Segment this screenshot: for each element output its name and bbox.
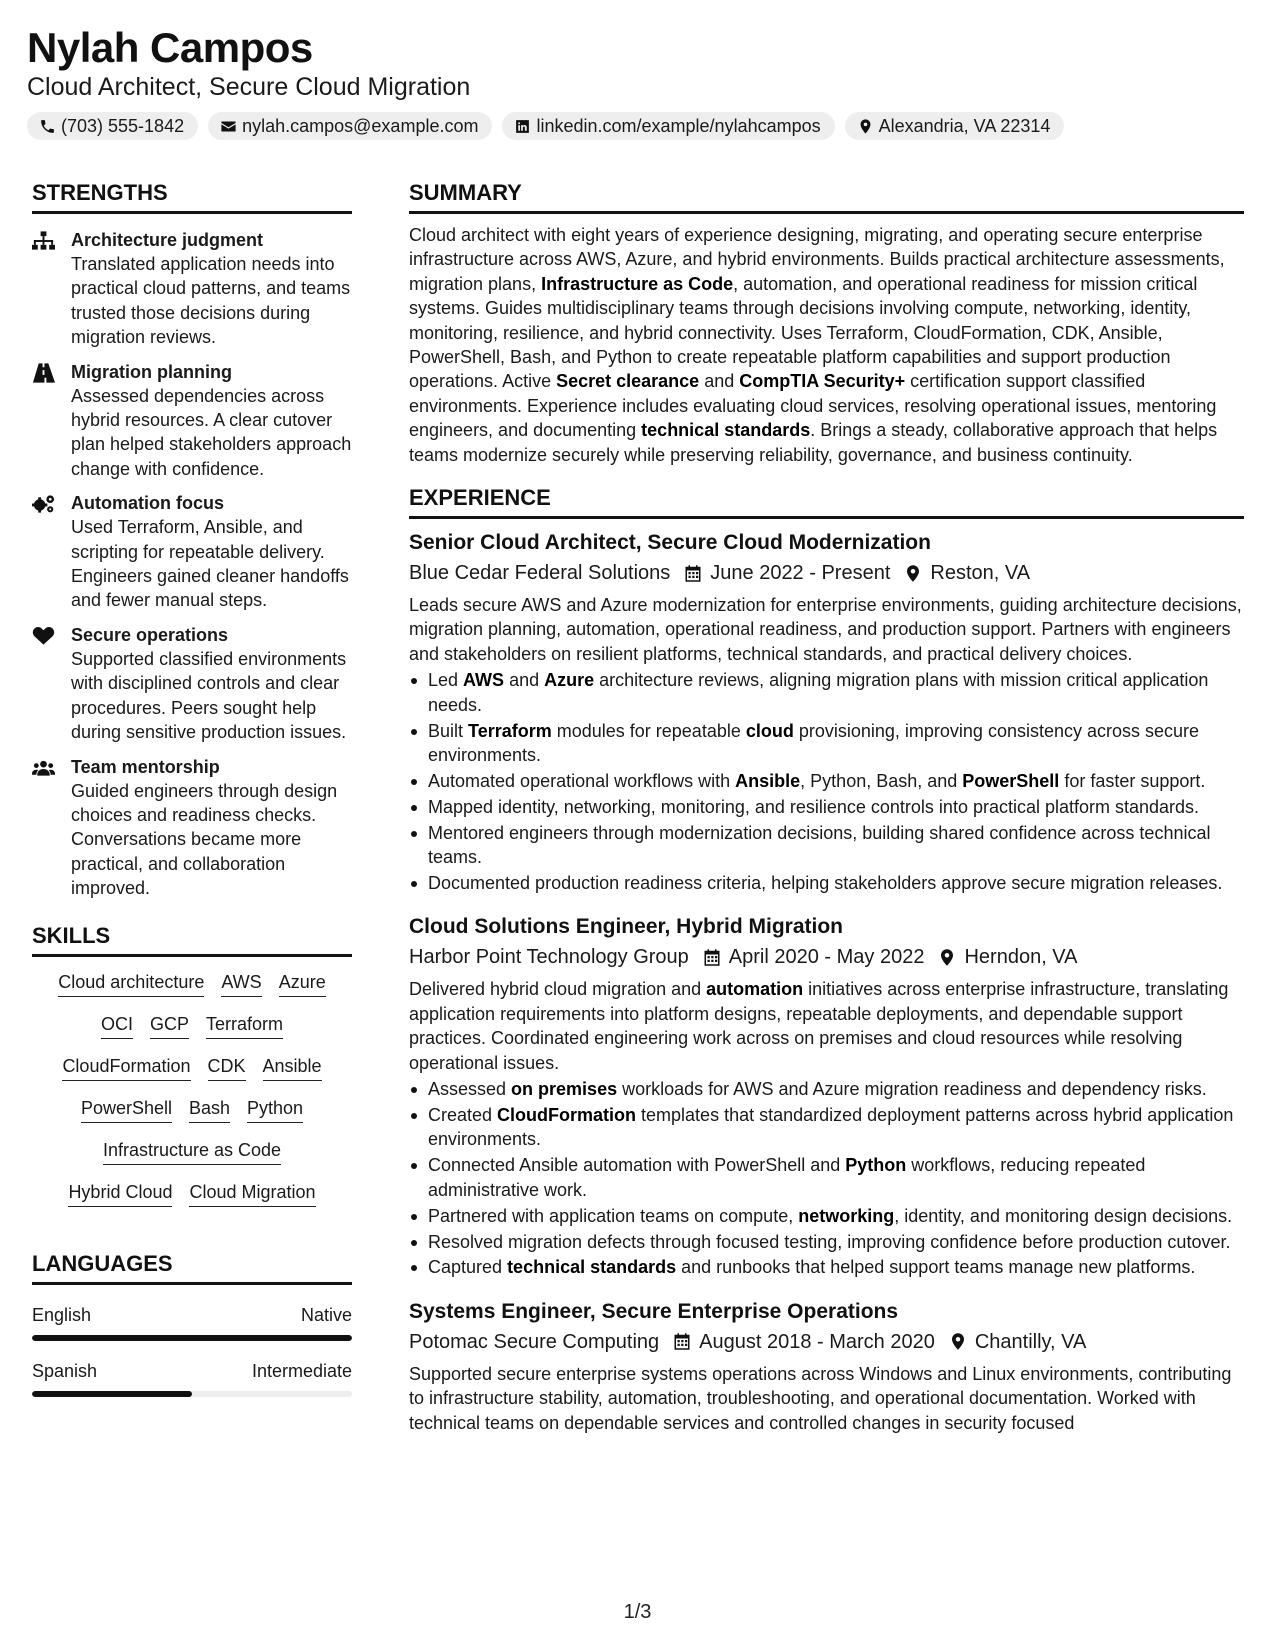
language-name: English <box>32 1304 92 1325</box>
job-dates: April 2020 - May 2022 <box>728 946 925 969</box>
strength-item <box>32 360 352 482</box>
page-number: 1/3 <box>623 1601 652 1623</box>
strength-desc: Assessed dependencies across hybrid resources. A clear cutover plan helped stakeholders approach change with confidence. <box>71 385 352 479</box>
language-proficiency-bar <box>32 1391 352 1397</box>
strengths-heading: STRENGTHS <box>32 178 352 214</box>
job-description-text: Supported secure enterprise systems operations across Windows and Linux environments, contributing to infrastructure stability, automation, troubleshooting, and operational documentation. Worked with technical teams on dependable services and controlled changes in security focused <box>409 1363 1232 1433</box>
job-bullet-text: Mentored engineers through modernization decisions, building shared confidence across technical teams. <box>428 822 1211 868</box>
job-bullet <box>409 1230 1244 1254</box>
skill-tag: Cloud architecture <box>58 969 204 997</box>
strength-desc: Used Terraform, Ansible, and scripting for repeatable delivery. Engineers gained cleaner handoffs and fewer manual steps. <box>71 517 349 611</box>
job-entry <box>409 913 1244 1279</box>
job-bullets <box>409 1077 1244 1280</box>
job-entry <box>409 529 1244 895</box>
job-bullet-text: Created <box>428 1104 498 1125</box>
job-bullet-text: Connected Ansible automation with PowerShell and <box>428 1155 846 1176</box>
job-bullets <box>409 668 1244 895</box>
job-company: Blue Cedar Federal Solutions <box>409 562 671 585</box>
cogs-icon <box>32 494 55 514</box>
skill-tag: Hybrid Cloud <box>68 1179 172 1207</box>
job-meta <box>409 1328 1244 1356</box>
experience-section <box>409 483 1244 1435</box>
languages-heading: LANGUAGES <box>32 1249 352 1285</box>
summary-text: , automation, and operational readiness for mission critical systems. Guides multidisciplinary teams through decisions involving compute, networking, identity, monitoring, resilience, and hybrid connectivity. Uses Terraform, CloudFormation, CDK, Ansible, PowerShell, Bash, and Python to create repeatable platform capabilities and support production operations. Active <box>409 273 1198 392</box>
job-bullet-text: Captured <box>428 1257 508 1278</box>
job-bullet-text: Built <box>428 720 469 741</box>
summary-text: certification support classified environments. Experience includes evaluating cloud services, resolving operational issues, mentoring engineers, and documenting <box>409 371 1217 441</box>
contact-linkedin-text: linkedin.com/example/nylahcampos <box>536 115 821 136</box>
skills-row <box>40 1137 344 1165</box>
contact-location-text: Alexandria, VA 22314 <box>878 115 1051 136</box>
strength-desc: Supported classified environments with disciplined controls and clear procedures. Peers sought help during sensitive production issues. <box>71 648 347 743</box>
strength-title: Team mentorship <box>71 756 220 777</box>
languages-list <box>32 1303 352 1397</box>
skills-row <box>40 1053 344 1081</box>
job-title: Systems Engineer, Secure Enterprise Operations <box>409 1299 899 1323</box>
job-entry <box>409 1298 1244 1435</box>
job-bullet-emphasis: on premises <box>511 1079 618 1100</box>
job-bullet-text: workflows, reducing repeated administrative work. <box>428 1155 1146 1200</box>
strength-item <box>32 491 352 613</box>
location-pin-icon <box>904 564 922 583</box>
job-bullet-emphasis: Azure <box>544 670 595 691</box>
job-description-text: Leads secure AWS and Azure modernization for enterprise environments, guiding architecture decisions, migration planning, automation, operational readiness, and production support. Partners with engineers and stakeholders on resilient platforms, technical standards, and practical delivery choices. <box>409 595 1242 664</box>
job-description <box>409 1362 1244 1435</box>
skills-heading: SKILLS <box>32 921 352 957</box>
skills-list <box>32 957 352 1207</box>
language-level: Intermediate <box>251 1360 352 1381</box>
job-company: Potomac Secure Computing <box>409 1330 660 1353</box>
job-bullet-emphasis: networking <box>798 1205 895 1226</box>
contact-email[interactable] <box>208 112 492 140</box>
summary-emphasis: Secret clearance <box>556 371 700 392</box>
strength-desc: Guided engineers through design choices and readiness checks. Conversations became more practical, and collaboration improved. <box>71 780 338 899</box>
skill-tag: GCP <box>150 1011 189 1039</box>
skills-row <box>40 1095 344 1123</box>
contact-location <box>845 112 1065 140</box>
job-bullet <box>409 719 1244 768</box>
job-bullet <box>409 1077 1244 1101</box>
job-company: Harbor Point Technology Group <box>409 946 689 969</box>
strengths-section <box>32 178 352 901</box>
skill-tag: PowerShell <box>81 1095 172 1123</box>
skill-tag: Bash <box>189 1095 230 1123</box>
experience-heading: EXPERIENCE <box>409 483 1244 519</box>
job-bullet-text: Assessed <box>428 1079 512 1100</box>
right-column <box>409 178 1244 1435</box>
job-bullet-text: Partnered with application teams on compute, <box>428 1205 799 1226</box>
skill-tag: AWS <box>221 969 261 997</box>
job-bullet-text: architecture reviews, aligning migration plans with mission critical application needs. <box>428 670 1209 715</box>
contact-phone[interactable] <box>27 112 198 140</box>
job-bullet <box>409 1103 1244 1152</box>
summary-text: . Brings a steady, collaborative approach that helps teams modernize securely while preserving reliability, governance, and business continuity. <box>409 420 1218 465</box>
job-bullet-emphasis: Ansible <box>735 770 801 791</box>
contact-email-text: nylah.campos@example.com <box>242 115 479 136</box>
skill-tag: CDK <box>208 1053 246 1081</box>
strength-desc: Translated application needs into practical cloud patterns, and teams trusted those decisions during migration reviews. <box>71 254 351 348</box>
language-proficiency-bar <box>32 1335 352 1341</box>
job-bullet-text: Resolved migration defects through focused testing, improving confidence before production cutover. <box>428 1231 1231 1252</box>
users-icon <box>32 758 55 778</box>
language-item <box>32 1303 352 1341</box>
job-bullet-text: , identity, and monitoring design decisions. <box>894 1205 1233 1226</box>
job-list <box>409 529 1244 1435</box>
location-pin-icon <box>949 1332 967 1351</box>
envelope-icon <box>220 118 237 135</box>
summary-text: Cloud architect with eight years of experience designing, migrating, and operating secure enterprise infrastructure across AWS, Azure, and hybrid environments. Builds practical architecture assessments, migration plans, <box>409 225 1225 294</box>
job-bullet-text: workloads for AWS and Azure migration readiness and dependency risks. <box>617 1079 1207 1100</box>
summary-text: and <box>699 371 740 392</box>
strength-title: Migration planning <box>71 361 232 382</box>
calendar-icon <box>673 1332 691 1351</box>
job-bullet-emphasis: Terraform <box>468 720 552 741</box>
sitemap-icon <box>32 231 55 251</box>
skill-tag: Terraform <box>206 1011 283 1039</box>
skills-row <box>40 1011 344 1039</box>
job-bullet-emphasis: cloud <box>745 720 794 741</box>
language-level: Native <box>300 1304 352 1325</box>
strength-title: Architecture judgment <box>71 230 264 250</box>
skill-tag: CloudFormation <box>62 1053 190 1081</box>
job-bullet <box>409 1204 1244 1228</box>
skills-section <box>32 921 352 1207</box>
contact-linkedin[interactable] <box>502 112 834 140</box>
job-bullet <box>409 769 1244 793</box>
job-description-text: Delivered hybrid cloud migration and <box>409 979 707 1000</box>
summary-heading: SUMMARY <box>409 178 1244 214</box>
candidate-name: Nylah Campos <box>27 24 313 71</box>
job-bullet <box>409 871 1244 895</box>
job-location: Herndon, VA <box>964 946 1078 969</box>
skills-row <box>40 969 344 997</box>
job-bullet-emphasis: AWS <box>463 670 505 691</box>
language-item <box>32 1359 352 1397</box>
job-bullet <box>409 668 1244 717</box>
language-proficiency-fill <box>32 1335 352 1341</box>
skill-tag: Python <box>247 1095 303 1123</box>
phone-icon <box>39 118 56 135</box>
strengths-list <box>32 228 352 901</box>
calendar-icon <box>703 948 721 967</box>
job-bullet-text: Documented production readiness criteria, helping stakeholders approve secure migration releases. <box>428 873 1223 894</box>
job-title: Cloud Solutions Engineer, Hybrid Migration <box>409 915 844 939</box>
summary-emphasis: Infrastructure as Code <box>541 273 734 294</box>
contact-phone-text: (703) 555-1842 <box>61 115 185 136</box>
skill-tag: Infrastructure as Code <box>103 1137 281 1165</box>
skill-tag: OCI <box>101 1011 133 1039</box>
summary-section <box>409 178 1244 467</box>
skills-row <box>40 1179 344 1207</box>
job-bullet-text: and <box>504 670 545 691</box>
skill-tag: Ansible <box>263 1053 322 1081</box>
languages-section <box>32 1249 352 1397</box>
calendar-icon <box>684 564 702 583</box>
job-description <box>409 977 1244 1075</box>
heart-icon <box>32 626 55 646</box>
strength-item <box>32 755 352 901</box>
language-name: Spanish <box>32 1360 98 1381</box>
job-location: Reston, VA <box>930 562 1031 585</box>
job-bullet <box>409 1255 1244 1279</box>
road-icon <box>32 363 55 383</box>
strength-item <box>32 228 352 350</box>
summary-text <box>409 223 1244 467</box>
skill-tag: Cloud Migration <box>189 1179 315 1207</box>
language-proficiency-fill <box>32 1391 192 1397</box>
left-column <box>32 178 352 1397</box>
skill-tag: Azure <box>279 969 326 997</box>
strength-item <box>32 623 352 745</box>
job-meta <box>409 943 1244 971</box>
job-bullet-emphasis: technical standards <box>507 1257 677 1278</box>
job-bullet <box>409 821 1244 870</box>
job-title: Senior Cloud Architect, Secure Cloud Modernization <box>409 531 931 555</box>
job-dates: August 2018 - March 2020 <box>699 1330 935 1353</box>
summary-emphasis: technical standards <box>641 420 811 441</box>
linkedin-icon <box>514 118 531 135</box>
job-bullet-text: Automated operational workflows with <box>428 770 736 791</box>
location-pin-icon <box>857 118 874 135</box>
location-pin-icon <box>938 948 956 967</box>
job-bullet-text: , Python, Bash, and <box>800 770 963 791</box>
strength-title: Automation focus <box>71 493 224 514</box>
job-bullet-emphasis: PowerShell <box>962 770 1060 791</box>
summary-emphasis: CompTIA Security+ <box>739 371 906 392</box>
contact-bar <box>27 112 1247 140</box>
job-meta <box>409 559 1244 587</box>
job-location: Chantilly, VA <box>974 1330 1087 1353</box>
job-dates: June 2022 - Present <box>710 562 891 585</box>
job-description-emphasis: automation <box>706 979 804 1000</box>
job-bullet-text: Led <box>428 670 464 691</box>
job-bullet-text: Mapped identity, networking, monitoring, and resilience controls into practical platform standards. <box>428 796 1200 817</box>
job-bullet-emphasis: CloudFormation <box>497 1104 637 1125</box>
job-description <box>409 593 1244 666</box>
candidate-title: Cloud Architect, Secure Cloud Migration <box>27 73 471 101</box>
job-description-text: initiatives across enterprise infrastructure, translating application requirements into platform designs, repeatable deployments, and dependable support practices. Coordinated engineering work across on premises and cloud resources while resolving operational issues. <box>409 979 1229 1073</box>
job-bullet <box>409 795 1244 819</box>
job-bullet-text: templates that standardized deployment patterns across hybrid application environments. <box>428 1104 1234 1150</box>
job-bullet-emphasis: Python <box>845 1155 907 1176</box>
job-bullet <box>409 1153 1244 1202</box>
strength-title: Secure operations <box>71 624 229 645</box>
job-bullet-text: provisioning, improving consistency across secure environments. <box>428 720 1200 765</box>
job-bullet-text: for faster support. <box>1059 770 1206 791</box>
job-bullet-text: modules for repeatable <box>551 720 746 741</box>
resume-header <box>27 22 1247 140</box>
job-bullet-text: and runbooks that helped support teams manage new platforms. <box>676 1257 1196 1278</box>
